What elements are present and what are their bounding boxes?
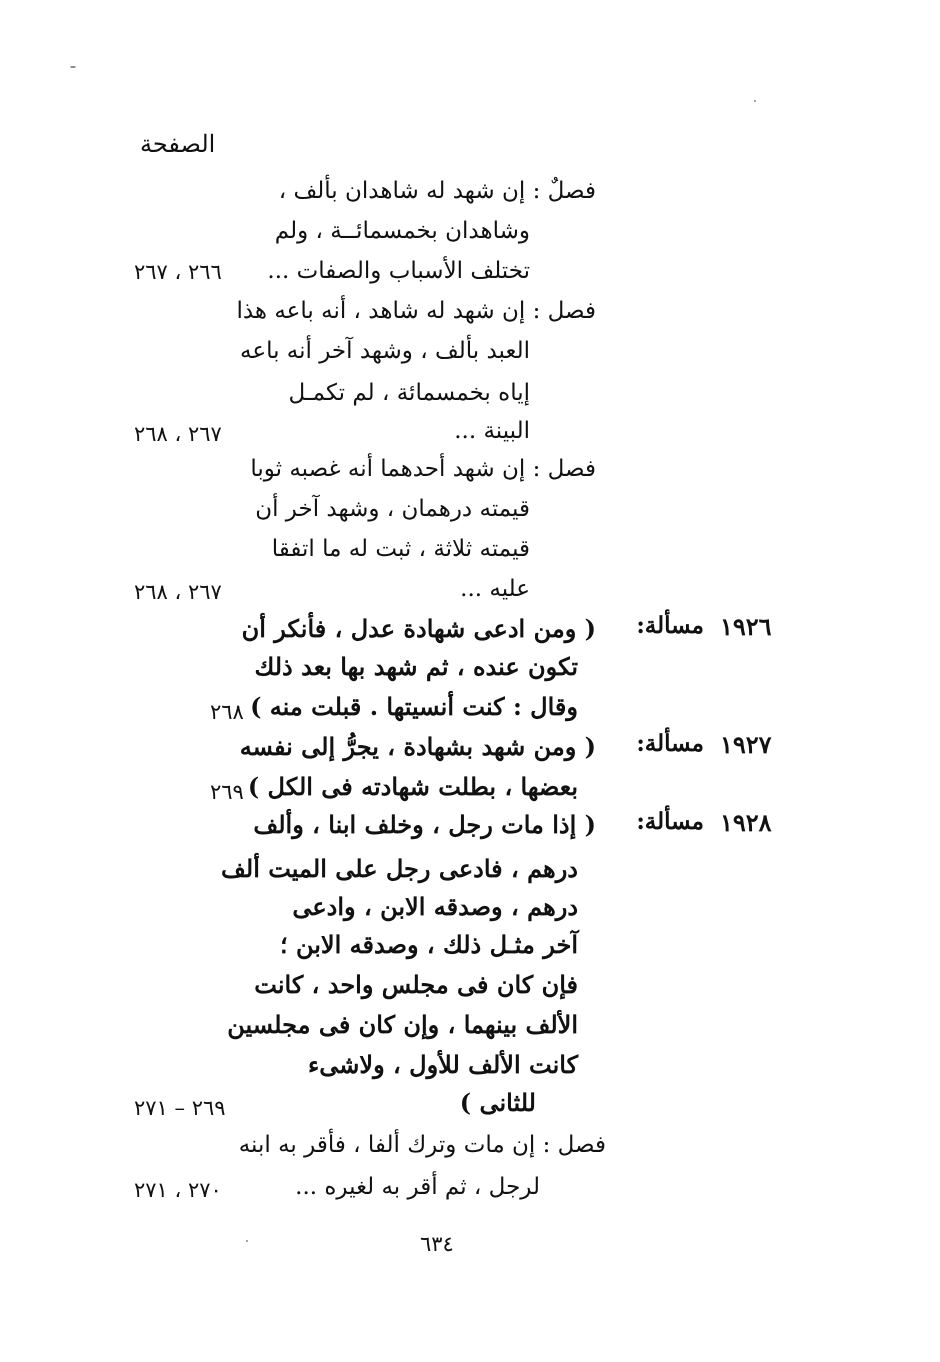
page-number: ٦٣٤ — [420, 1232, 454, 1256]
entry-line: فصل : إن مات وترك ألفا ، فأقر به ابنه — [238, 1132, 606, 1158]
page-reference: ٢٦٧ ، ٢٦٨ — [134, 580, 222, 604]
scan-speck — [246, 1240, 248, 1242]
entry-line: العبد بألف ، وشهد آخر أنه باعه — [240, 338, 530, 364]
entry-line: تختلف الأسباب والصفات ... — [267, 258, 530, 284]
masala-number: ١٩٢٧ — [720, 730, 772, 759]
masala-line: الألف بينهما ، وإن كان فى مجلسين — [227, 1010, 578, 1039]
entry-line: لرجل ، ثم أقر به لغيره ... — [295, 1174, 540, 1200]
masala-line: كانت الألف للأول ، ولاشىء — [308, 1050, 578, 1079]
page-reference: ٢٦٩ — [210, 780, 244, 804]
masala-label: مسألة: — [636, 730, 704, 757]
entry-line: فصلٌ : إن شهد له شاهدان بألف ، — [278, 178, 596, 204]
masala-line: آخر مثـل ذلك ، وصدقه الابن ؛ — [280, 930, 578, 959]
entry-line: عليه ... — [460, 576, 530, 602]
masala-line: فإن كان فى مجلس واحد ، كانت — [254, 970, 578, 999]
masala-line: درهم ، فادعى رجل على الميت ألف — [221, 854, 578, 883]
masala-line: وقال : كنت أنسيتها . قبلت منه ) — [250, 692, 578, 721]
masala-line: درهم ، وصدقه الابن ، وادعى — [292, 892, 578, 921]
masala-line: بعضها ، بطلت شهادته فى الكل ) — [247, 772, 578, 801]
masala-number: ١٩٢٦ — [720, 612, 772, 641]
page-reference: ٢٦٨ — [210, 700, 244, 724]
scan-speck — [70, 66, 76, 68]
masala-line: تكون عنده ، ثم شهد بها بعد ذلك — [254, 652, 578, 681]
masala-number: ١٩٢٨ — [720, 808, 772, 837]
page-reference: ٢٧٠ ، ٢٧١ — [134, 1178, 222, 1202]
entry-line: قيمته ثلاثة ، ثبت له ما اتفقا — [271, 536, 530, 562]
entry-line: فصل : إن شهد أحدهما أنه غصبه ثوبا — [250, 456, 596, 482]
entry-line: البينة ... — [454, 418, 530, 444]
page-column-heading: الصفحة — [140, 130, 216, 158]
page-reference: ٢٦٩ – ٢٧١ — [134, 1096, 226, 1120]
scan-speck — [754, 100, 756, 102]
masala-label: مسألة: — [636, 612, 704, 639]
masala-line: ( ومن شهد بشهادة ، يجرُّ إلى نفسه — [239, 732, 596, 761]
masala-line: للثانى ) — [459, 1088, 536, 1117]
entry-line: قيمته درهمان ، وشهد آخر أن — [255, 496, 530, 522]
masala-line: ( إذا مات رجل ، وخلف ابنا ، وألف — [253, 810, 596, 839]
masala-line: ( ومن ادعى شهادة عدل ، فأنكر أن — [241, 614, 596, 643]
entry-line: إياه بخمسمائة ، لم تكمـل — [288, 380, 530, 406]
entry-line: فصل : إن شهد له شاهد ، أنه باعه هذا — [236, 298, 596, 324]
page-reference: ٢٦٦ ، ٢٦٧ — [134, 260, 222, 284]
page-reference: ٢٦٧ ، ٢٦٨ — [134, 422, 222, 446]
masala-label: مسألة: — [636, 808, 704, 835]
entry-line: وشاهدان بخمسمائــة ، ولم — [274, 218, 530, 244]
